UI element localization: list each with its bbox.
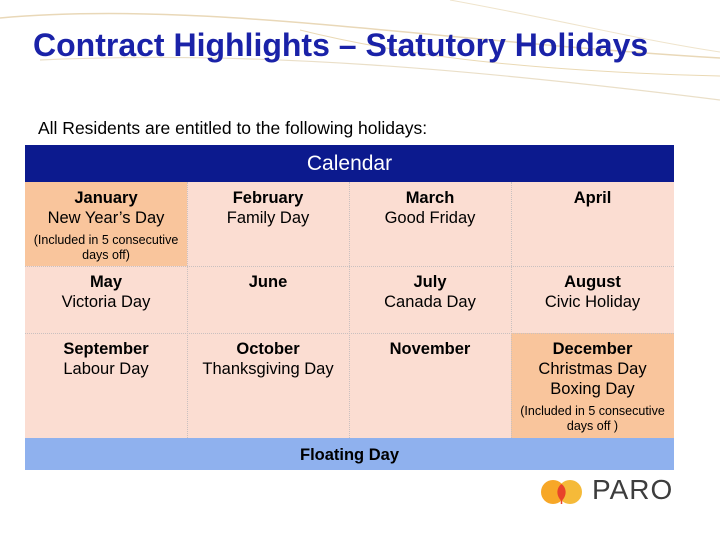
holiday-label: Good Friday (384, 209, 476, 227)
paro-logo-text: PARO (592, 474, 674, 505)
calendar-cell-september (25, 333, 187, 438)
month-label: May (89, 273, 123, 291)
holiday-label: Civic Holiday (544, 293, 641, 311)
month-label: April (573, 189, 612, 207)
holiday-note: (Included in 5 consecutive days off ) (520, 404, 665, 433)
month-label: October (236, 340, 300, 358)
page-title: Contract Highlights – Statutory Holidays (33, 27, 649, 63)
month-label: July (413, 273, 447, 291)
month-label: March (405, 189, 455, 207)
calendar-cell-june (187, 266, 349, 333)
calendar-cell-august (511, 266, 674, 333)
month-label: February (232, 189, 304, 207)
holiday-note: (Included in 5 consecutive days off) (33, 233, 179, 262)
month-label: November (389, 340, 471, 358)
calendar-cell-november (349, 333, 511, 438)
calendar-cell-march (349, 182, 511, 266)
holiday-label: Canada Day (384, 293, 476, 311)
grid-divider (511, 182, 512, 438)
page-subtitle: All Residents are entitled to the following holidays: (38, 118, 428, 138)
month-label: June (248, 273, 288, 291)
calendar-cell-october (187, 333, 349, 438)
holiday-label: Victoria Day (61, 293, 151, 311)
holiday-label: Christmas Day (538, 360, 647, 378)
holiday-label: Thanksgiving Day (202, 360, 334, 378)
holiday-label: Labour Day (63, 360, 149, 378)
holiday-label: Family Day (226, 209, 310, 227)
calendar-cell-april (511, 182, 674, 266)
calendar-cell-july (349, 266, 511, 333)
grid-divider (187, 182, 188, 438)
month-label: December (552, 340, 633, 358)
holiday-label: New Year’s Day (47, 209, 165, 227)
holiday-calendar (25, 145, 674, 470)
grid-divider (25, 333, 674, 334)
calendar-cell-december (511, 333, 674, 438)
grid-divider (349, 182, 350, 438)
month-label: August (564, 273, 621, 291)
grid-divider (25, 266, 674, 267)
month-label: January (74, 189, 138, 207)
calendar-cell-may (25, 266, 187, 333)
calendar-cell-january (25, 182, 187, 266)
month-label: September (63, 340, 149, 358)
holiday-label-2: Boxing Day (550, 380, 635, 398)
floating-day-row: Floating Day (25, 438, 674, 470)
calendar-header: Calendar (25, 145, 674, 182)
calendar-cell-february (187, 182, 349, 266)
